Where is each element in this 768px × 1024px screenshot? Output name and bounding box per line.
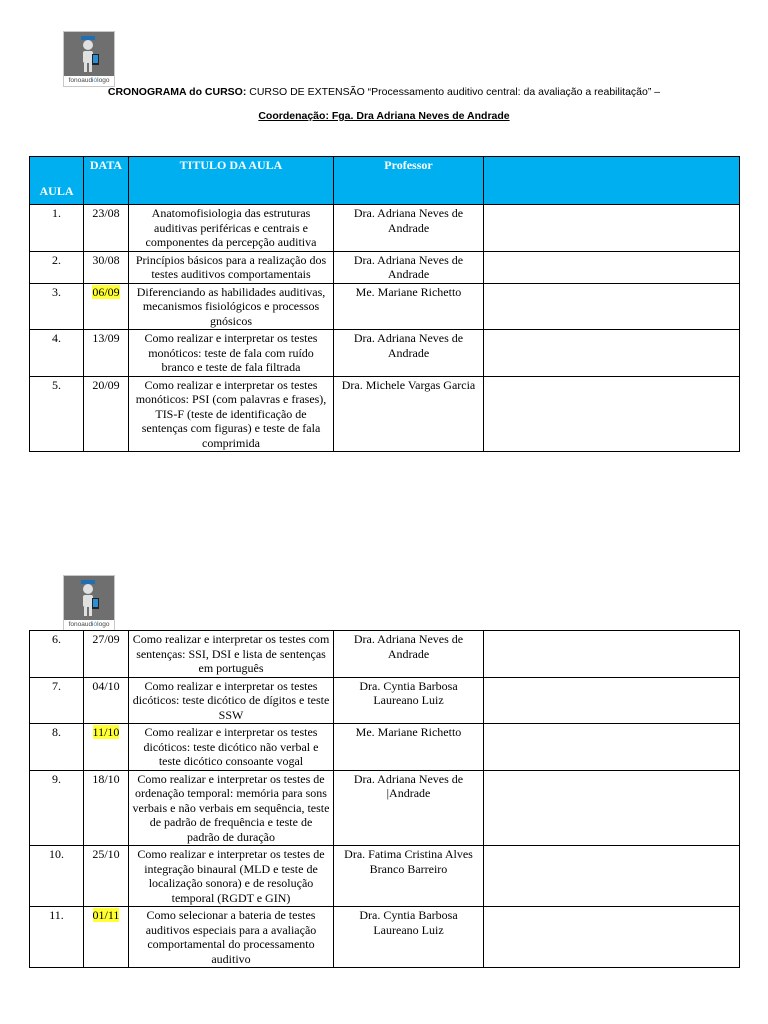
lesson-number-cell	[30, 677, 84, 724]
schedule-table-page1	[29, 156, 740, 452]
lesson-date-cell	[84, 631, 129, 678]
lesson-date-text: 23/08	[92, 206, 120, 220]
lesson-title-text: Como realizar e interpretar os testes dicóticos: teste dicótico não verbal e teste dicótico consoante vogal	[143, 725, 319, 768]
table-row	[30, 251, 740, 283]
table-row	[30, 677, 740, 724]
professor-cell	[334, 677, 484, 724]
professor-text: Dra. Adriana Neves de Andrade	[353, 632, 464, 661]
lesson-number-cell	[30, 907, 84, 968]
table-row	[30, 330, 740, 377]
lesson-date-cell	[84, 770, 129, 846]
notes-cell	[484, 677, 740, 724]
table-body	[30, 631, 740, 968]
column-header-professor: Professor	[334, 157, 484, 205]
lesson-number-text: 7.	[52, 678, 61, 693]
lesson-date-text: 06/09	[92, 284, 120, 299]
logo-text: fonoaudiólogo	[68, 621, 110, 628]
lesson-date-cell	[84, 283, 129, 330]
lesson-date-text: 27/09	[92, 632, 120, 646]
notes-cell	[484, 205, 740, 252]
lesson-number-cell	[30, 251, 84, 283]
lesson-number-text: 3.	[52, 284, 61, 299]
professor-cell	[334, 376, 484, 452]
lesson-number-cell	[30, 631, 84, 678]
schedule-table-page2	[29, 630, 740, 968]
lesson-date-cell	[84, 846, 129, 907]
lesson-title-cell	[129, 907, 334, 968]
notes-cell	[484, 846, 740, 907]
professor-text: Dra. Fatima Cristina Alves Branco Barreiro	[344, 847, 473, 876]
professor-cell	[334, 724, 484, 771]
lesson-date-text: 20/09	[92, 377, 120, 392]
lesson-date-text: 25/10	[92, 847, 120, 861]
course-title: CRONOGRAMA do CURSO: CURSO DE EXTENSÃO “Processamento auditivo central: da avaliação a reabilitação” –	[107, 86, 661, 98]
table-body	[30, 205, 740, 452]
table-row	[30, 770, 740, 846]
lesson-number-cell	[30, 770, 84, 846]
lesson-number-cell	[30, 283, 84, 330]
lesson-number-text: 5.	[52, 377, 61, 392]
lesson-date-text: 01/11	[92, 908, 120, 922]
table-row	[30, 205, 740, 252]
lesson-title-text: Como selecionar a bateria de testes auditivos especiais para a avaliação comportamental do processamento auditivo	[145, 908, 317, 966]
professor-cell	[334, 631, 484, 678]
lesson-date-cell	[84, 376, 129, 452]
lesson-title-cell	[129, 677, 334, 724]
lesson-number-text: 6.	[52, 632, 61, 646]
professor-cell	[334, 846, 484, 907]
lesson-number-cell	[30, 330, 84, 377]
lesson-number-text: 4.	[52, 331, 61, 345]
professor-text: Me. Mariane Richetto	[355, 284, 462, 299]
professor-text: Dra. Cyntia Barbosa Laureano Luiz	[359, 678, 458, 707]
lesson-date-cell	[84, 205, 129, 252]
table-row	[30, 907, 740, 968]
professor-cell	[334, 251, 484, 283]
lesson-date-cell	[84, 907, 129, 968]
column-header-titulo: TITULO DA AULA	[129, 157, 334, 205]
logo-figure-icon	[64, 576, 114, 620]
lesson-number-cell	[30, 846, 84, 907]
lesson-date-cell	[84, 724, 129, 771]
lesson-date-cell	[84, 251, 129, 283]
lesson-date-text: 11/10	[92, 725, 120, 739]
lesson-title-text: Princípios básicos para a realização dos testes auditivos comportamentais	[135, 252, 327, 281]
notes-cell	[484, 631, 740, 678]
lesson-date-text: 30/08	[92, 252, 120, 267]
notes-cell	[484, 376, 740, 452]
professor-text: Dra. Michele Vargas Garcia	[341, 377, 476, 392]
lesson-title-text: Anatomofisiologia das estruturas auditivas periféricas e centrais e componentes da percepção auditiva	[145, 206, 317, 249]
lesson-title-cell	[129, 251, 334, 283]
lesson-date-cell	[84, 677, 129, 724]
professor-text: Dra. Adriana Neves de |Andrade	[353, 771, 464, 800]
lesson-title-cell	[129, 205, 334, 252]
lesson-title-cell	[129, 376, 334, 452]
lesson-number-text: 1.	[52, 206, 61, 220]
lesson-number-text: 2.	[52, 252, 61, 267]
lesson-number-text: 10.	[49, 847, 64, 861]
table-row	[30, 631, 740, 678]
notes-cell	[484, 907, 740, 968]
notes-cell	[484, 770, 740, 846]
notes-cell	[484, 251, 740, 283]
lesson-number-cell	[30, 724, 84, 771]
professor-text: Me. Mariane Richetto	[355, 725, 462, 739]
professor-text: Dra. Adriana Neves de Andrade	[353, 252, 464, 281]
notes-cell	[484, 724, 740, 771]
lesson-title-text: Diferenciando as habilidades auditivas, mecanismos fisiológicos e processos gnósicos	[136, 284, 326, 328]
lesson-title-text: Como realizar e interpretar os testes com sentenças: SSI, DSI e lista de sentenças em português	[132, 632, 330, 675]
column-header-aula: AULA	[30, 157, 84, 205]
professor-cell	[334, 770, 484, 846]
lesson-title-cell	[129, 283, 334, 330]
professor-text: Dra. Adriana Neves de Andrade	[353, 206, 464, 235]
column-header-data: DATA	[84, 157, 129, 205]
column-header-extra	[484, 157, 740, 205]
lesson-number-text: 8.	[52, 725, 61, 739]
logo-text: fonoaudiólogo	[68, 77, 110, 84]
lesson-date-text: 18/10	[92, 771, 120, 786]
notes-cell	[484, 330, 740, 377]
table-row	[30, 376, 740, 452]
table-row	[30, 724, 740, 771]
lesson-title-cell	[129, 846, 334, 907]
lesson-number-cell	[30, 205, 84, 252]
table-row	[30, 846, 740, 907]
lesson-date-text: 04/10	[92, 678, 120, 693]
lesson-title-cell	[129, 724, 334, 771]
professor-cell	[334, 330, 484, 377]
lesson-title-cell	[129, 631, 334, 678]
logo-figure-icon	[64, 32, 114, 76]
lesson-title-text: Como realizar e interpretar os testes dicóticos: teste dicótico de dígitos e teste SSW	[132, 678, 330, 722]
logo	[63, 575, 115, 631]
lesson-number-text: 11.	[49, 908, 64, 922]
lesson-title-text: Como realizar e interpretar os testes de integração binaural (MLD e teste de localização sonora) e de resolução temporal (RGDT e GIN)	[137, 847, 325, 905]
professor-text: Dra. Cyntia Barbosa Laureano Luiz	[359, 908, 458, 937]
lesson-title-text: Como realizar e interpretar os testes de ordenação temporal: memória para sons verbais e não verbais em sequência, teste de padrão de frequência e teste de padrão de duração	[132, 771, 330, 844]
notes-cell	[484, 283, 740, 330]
lesson-title-text: Como realizar e interpretar os testes monóticos: PSI (com palavras e frases), TIS-F (teste de identificação de sentenças com figuras) e teste de fala comprimida	[135, 377, 327, 450]
professor-cell	[334, 283, 484, 330]
professor-cell	[334, 205, 484, 252]
lesson-number-cell	[30, 376, 84, 452]
professor-text: Dra. Adriana Neves de Andrade	[353, 331, 464, 360]
lesson-title-cell	[129, 770, 334, 846]
lesson-date-cell	[84, 330, 129, 377]
lesson-number-text: 9.	[52, 771, 61, 786]
lesson-date-text: 13/09	[92, 331, 120, 345]
lesson-title-cell	[129, 330, 334, 377]
logo	[63, 31, 115, 87]
lesson-title-text: Como realizar e interpretar os testes monóticos: teste de fala com ruído branco e teste de fala filtrada	[144, 331, 318, 374]
table-header-row	[30, 157, 740, 205]
coordination-line: Coordenação: Fga. Dra Adriana Neves de Andrade	[258, 110, 510, 122]
professor-cell	[334, 907, 484, 968]
table-row	[30, 283, 740, 330]
